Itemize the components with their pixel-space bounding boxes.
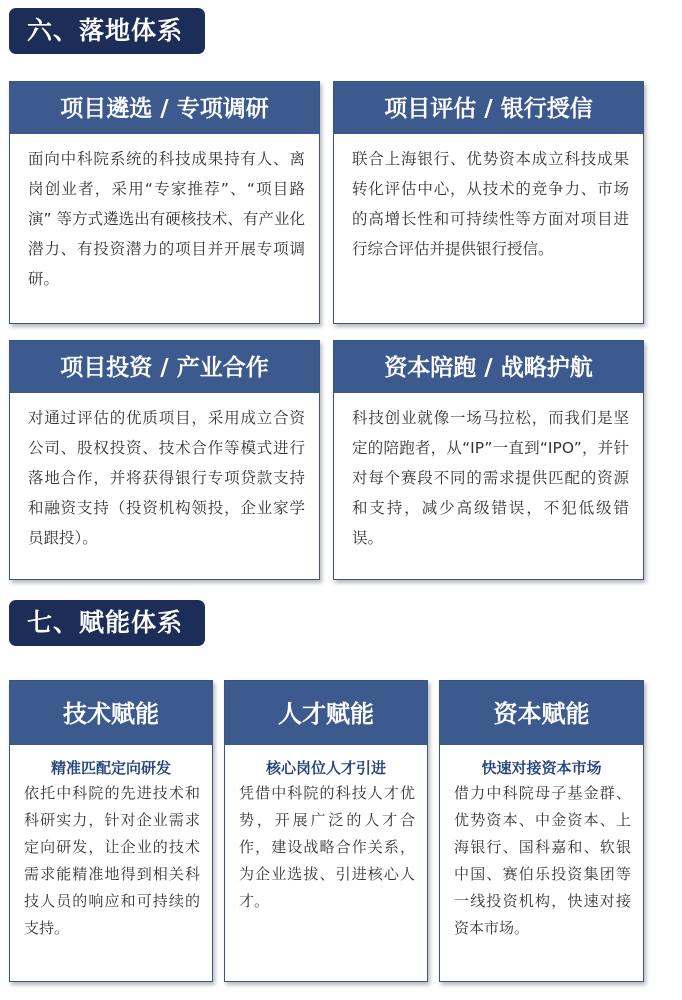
card-text: 联合上海银行、优势资本成立科技成果转化评估中心，从技术的竞争力、市场的高增长性和可持续性等方面对项目进行综合评估并提供银行授信。	[352, 150, 629, 258]
card-title: 项目评估 / 银行授信	[334, 82, 643, 134]
section-7-title: 七、赋能体系	[9, 600, 205, 646]
card-project-investment	[9, 340, 320, 580]
card-title: 资本陪跑 / 战略护航	[334, 341, 643, 393]
card-title: 技术赋能	[10, 681, 212, 745]
card-title: 项目投资 / 产业合作	[10, 341, 319, 393]
card-text: 对通过评估的优质项目，采用成立合资公司、股权投资、技术合作等模式进行落地合作，并将获得银行专项贷款支持和融资支持（投资机构领投，企业家学员跟投）。	[28, 409, 305, 547]
card-subtitle: 精准匹配定向研发	[50, 759, 171, 777]
card-subtitle: 快速对接资本市场	[481, 759, 602, 777]
section-6-title: 六、落地体系	[9, 8, 205, 54]
card-project-evaluation	[333, 81, 644, 324]
card-capital-empower	[439, 680, 644, 982]
card-title: 项目遴选 / 专项调研	[10, 82, 319, 134]
card-project-selection	[9, 81, 320, 324]
card-title: 人才赋能	[225, 681, 427, 745]
card-title: 资本赋能	[440, 681, 643, 745]
card-subtitle: 核心岗位人才引进	[265, 759, 386, 777]
card-capital-accompany	[333, 340, 644, 580]
card-talent-empower	[224, 680, 428, 982]
card-text: 科技创业就像一场马拉松，而我们是坚定的陪跑者，从“IP”一直到“IPO”，并针对每个赛段不同的需求提供匹配的资源和支持，减少高级错误，不犯低级错误。	[352, 409, 629, 547]
card-tech-empower	[9, 680, 213, 982]
card-text: 依托中科院的先进技术和科研实力，针对企业需求定向研发，让企业的技术需求能精准地得到相关科技人员的响应和可持续的支持。	[24, 784, 200, 937]
card-text: 借力中科院母子基金群、优势资本、中金资本、上海银行、国科嘉和、软银中国、赛伯乐投资集团等一线投资机构，快速对接资本市场。	[454, 784, 631, 937]
card-text: 凭借中科院的科技人才优势，开展广泛的人才合作，建设战略合作关系，为企业选拔、引进核心人才。	[239, 784, 415, 910]
card-text: 面向中科院系统的科技成果持有人、离岗创业者，采用“专家推荐”、“项目路演” 等方式遴选出有硬核技术、有产业化潜力、有投资潜力的项目并开展专项调研。	[28, 150, 305, 288]
